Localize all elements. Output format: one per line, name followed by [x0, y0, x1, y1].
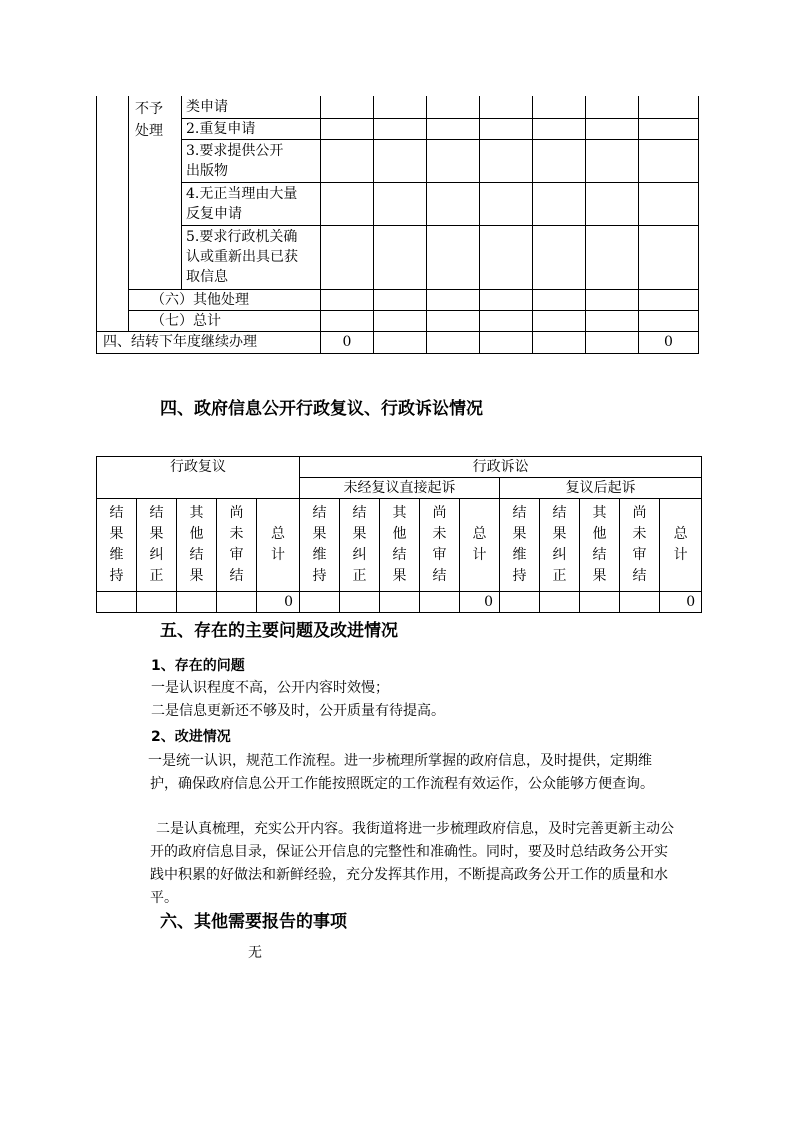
- col-header: 其他结果: [380, 499, 420, 592]
- review-litigation-table: [96, 456, 702, 613]
- review-total-value: 0: [257, 592, 300, 613]
- row-label: 4.无正当理由大量反复申请: [182, 182, 321, 225]
- col-header: 结果纠正: [137, 499, 177, 592]
- admin-review-header: 行政复议: [97, 457, 300, 499]
- col-header: 结果维持: [500, 499, 540, 592]
- row-label: 2.重复申请: [182, 118, 321, 139]
- values-row: [97, 592, 702, 613]
- no-review-header: 未经复议直接起诉: [300, 478, 500, 499]
- problem-2: 二是信息更新还不够及时，公开质量有待提高。: [151, 703, 445, 719]
- disclosure-table-continued: [96, 96, 699, 354]
- col-header: 总计: [660, 499, 702, 592]
- col-header: 其他结果: [580, 499, 620, 592]
- section-4-title: 四、政府信息公开行政复议、行政诉讼情况: [160, 399, 483, 419]
- admin-litigation-header: 行政诉讼: [300, 457, 702, 478]
- carry-over-total: 0: [639, 331, 699, 353]
- col-header: 总计: [460, 499, 500, 592]
- improvement-1: 一是统一认识，规范工作流程。进一步梳理所掌握的政府信息，及时提供，定期维护，确保政府信息公开工作能按照既定的工作流程有效运作，公众能够方便查询。: [148, 753, 654, 792]
- col-header: 其他结果: [177, 499, 217, 592]
- section-6-content: 无: [248, 945, 262, 961]
- col-header: 结果纠正: [340, 499, 380, 592]
- col-header: 尚未审结: [420, 499, 460, 592]
- col-header: 尚未审结: [217, 499, 257, 592]
- other-process-label: （六）其他处理: [129, 289, 321, 310]
- section-5-title: 五、存在的主要问题及改进情况: [160, 621, 398, 641]
- col-header: 结果纠正: [540, 499, 580, 592]
- carry-over-label: 四、结转下年度继续办理: [97, 331, 321, 353]
- problem-1: 一是认识程度不高，公开内容时效慢；: [151, 680, 389, 696]
- col-header: 结果维持: [97, 499, 137, 592]
- row-label: 3.要求提供公开出版物: [182, 139, 321, 182]
- total-label: （七）总计: [129, 310, 321, 331]
- col-header: 总计: [257, 499, 300, 592]
- after-review-total-value: 0: [660, 592, 702, 613]
- after-review-header: 复议后起诉: [500, 478, 702, 499]
- column-headers-row: [97, 499, 702, 592]
- outer-blank-cell: [97, 96, 129, 331]
- row-label: 类申请: [182, 96, 321, 118]
- col-header: 尚未审结: [620, 499, 660, 592]
- carry-over-value: 0: [321, 331, 374, 353]
- col-header: 结果维持: [300, 499, 340, 592]
- row-label: 5.要求行政机关确认或重新出具已获取信息: [182, 225, 321, 289]
- section-5-sub-2: 2、改进情况: [151, 729, 231, 745]
- no-review-total-value: 0: [460, 592, 500, 613]
- improvement-2: 二是认真梳理，充实公开内容。我街道将进一步梳理政府信息，及时完善更新主动公开的政府信息目录，保证公开信息的完整性和准确性。同时，要及时总结政务公开实践中积累的好做法和新鲜经验，充分发挥其作用，不断提高政务公开工作的质量和水平。: [150, 821, 674, 906]
- no-process-label: 不予处理: [129, 96, 182, 289]
- section-6-title: 六、其他需要报告的事项: [160, 912, 347, 932]
- section-5-sub-1: 1、存在的问题: [151, 658, 245, 674]
